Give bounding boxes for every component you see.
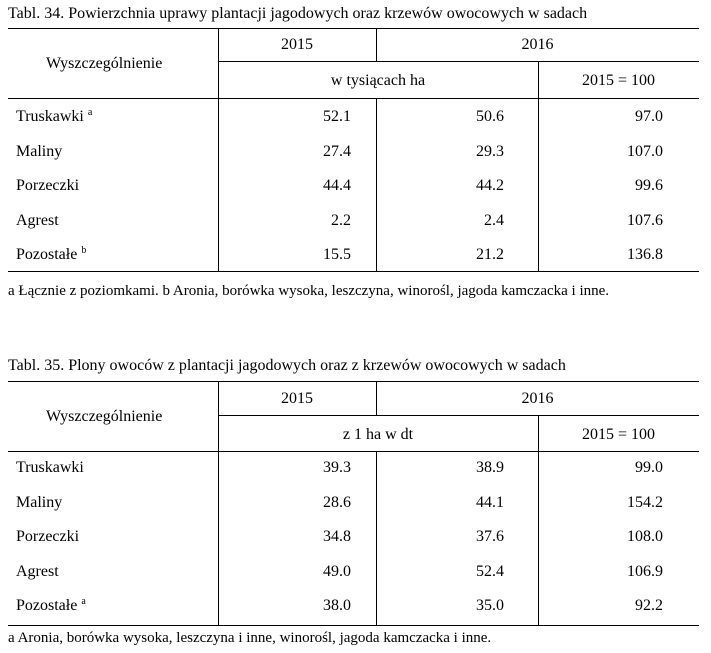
row-label: Maliny: [16, 494, 63, 511]
table35-header-2016: 2016: [521, 390, 554, 407]
table34: [8, 28, 699, 276]
value-2015: 39.3: [323, 459, 351, 476]
table34-header-unit: w tysiącach ha: [330, 72, 426, 89]
row-label: Agrest: [16, 563, 59, 580]
value-2015: 27.4: [323, 143, 351, 160]
table35-caption: Tabl. 35. Plony owoców z plantacji jagodowych oraz z krzewów owocowych w sadach: [8, 357, 566, 374]
table35: [8, 381, 699, 631]
value-2015: 38.0: [323, 597, 351, 614]
table34-vrule-2b: [376, 98, 377, 271]
value-index: 99.0: [635, 459, 663, 476]
row-label: Truskawki: [16, 459, 84, 476]
table34-header-2015: 2015: [281, 36, 313, 53]
row-label: Pozostałe $^a$: [16, 596, 86, 614]
value-index: 99.6: [635, 177, 663, 194]
table35-vrule-2b: [376, 451, 377, 625]
value-index: 154.2: [627, 494, 663, 511]
table34-vrule-3: [538, 61, 539, 271]
table34-rule-body-end: [8, 271, 699, 272]
table34-header-2016: 2016: [521, 36, 554, 53]
value-index: 107.6: [627, 212, 663, 229]
table35-footnote: a Aronia, borówka wysoka, leszczyna i inne, winorośl, jagoda kamczacka i inne.: [8, 630, 492, 646]
value-index: 106.9: [627, 563, 663, 580]
table35-rule-year: [218, 415, 699, 416]
row-label: Pozostałe $^b$: [16, 245, 87, 263]
table34-rule-top: [8, 28, 699, 29]
table35-header-row-label: Wyszczególnienie: [46, 408, 163, 425]
table34-header-index: 2015 = 100: [581, 72, 656, 89]
table34-rule-year: [218, 61, 699, 62]
value-2016: 2.4: [484, 212, 504, 229]
table35-rule-body-end: [8, 625, 699, 626]
table34-rule-header: [8, 98, 699, 99]
value-2015: 34.8: [323, 528, 351, 545]
value-2015: 15.5: [323, 246, 351, 263]
value-2015: 28.6: [323, 494, 351, 511]
value-2016: 21.2: [476, 246, 504, 263]
table35-rule-header: [8, 451, 699, 452]
table35-rule-top: [8, 381, 699, 382]
table35-header-unit: z 1 ha w dt: [342, 426, 414, 443]
table35-header-2015: 2015: [281, 390, 313, 407]
value-2015: 52.1: [323, 108, 351, 125]
table34-footnote: a Łącznie z poziomkami. b Aronia, borówka wysoka, leszczyna, winorośl, jagoda kamczacka i inne.: [8, 283, 610, 299]
row-label: Maliny: [16, 143, 63, 160]
row-label: Porzeczki: [16, 177, 80, 194]
table34-header-row-label: Wyszczególnienie: [46, 55, 163, 72]
row-label: Porzeczki: [16, 528, 80, 545]
value-2016: 38.9: [476, 459, 504, 476]
value-2015: 44.4: [323, 177, 351, 194]
row-label: Truskawki $^a$: [16, 107, 93, 125]
value-2015: 2.2: [331, 212, 351, 229]
value-2016: 44.1: [476, 494, 504, 511]
value-index: 92.2: [635, 597, 663, 614]
value-2016: 37.6: [476, 528, 504, 545]
value-index: 136.8: [627, 246, 663, 263]
value-2016: 29.3: [476, 143, 504, 160]
value-2016: 44.2: [476, 177, 504, 194]
value-2016: 50.6: [476, 108, 504, 125]
value-index: 97.0: [635, 108, 663, 125]
value-2015: 49.0: [323, 563, 351, 580]
value-index: 108.0: [627, 528, 663, 545]
table35-header-index: 2015 = 100: [581, 426, 656, 443]
value-index: 107.0: [627, 143, 663, 160]
table34-caption: Tabl. 34. Powierzchnia uprawy plantacji jagodowych oraz krzewów owocowych w sadach: [8, 5, 588, 22]
value-2016: 52.4: [476, 563, 504, 580]
row-label: Agrest: [16, 212, 59, 229]
table35-vrule-3: [538, 415, 539, 625]
value-2016: 35.0: [476, 597, 504, 614]
